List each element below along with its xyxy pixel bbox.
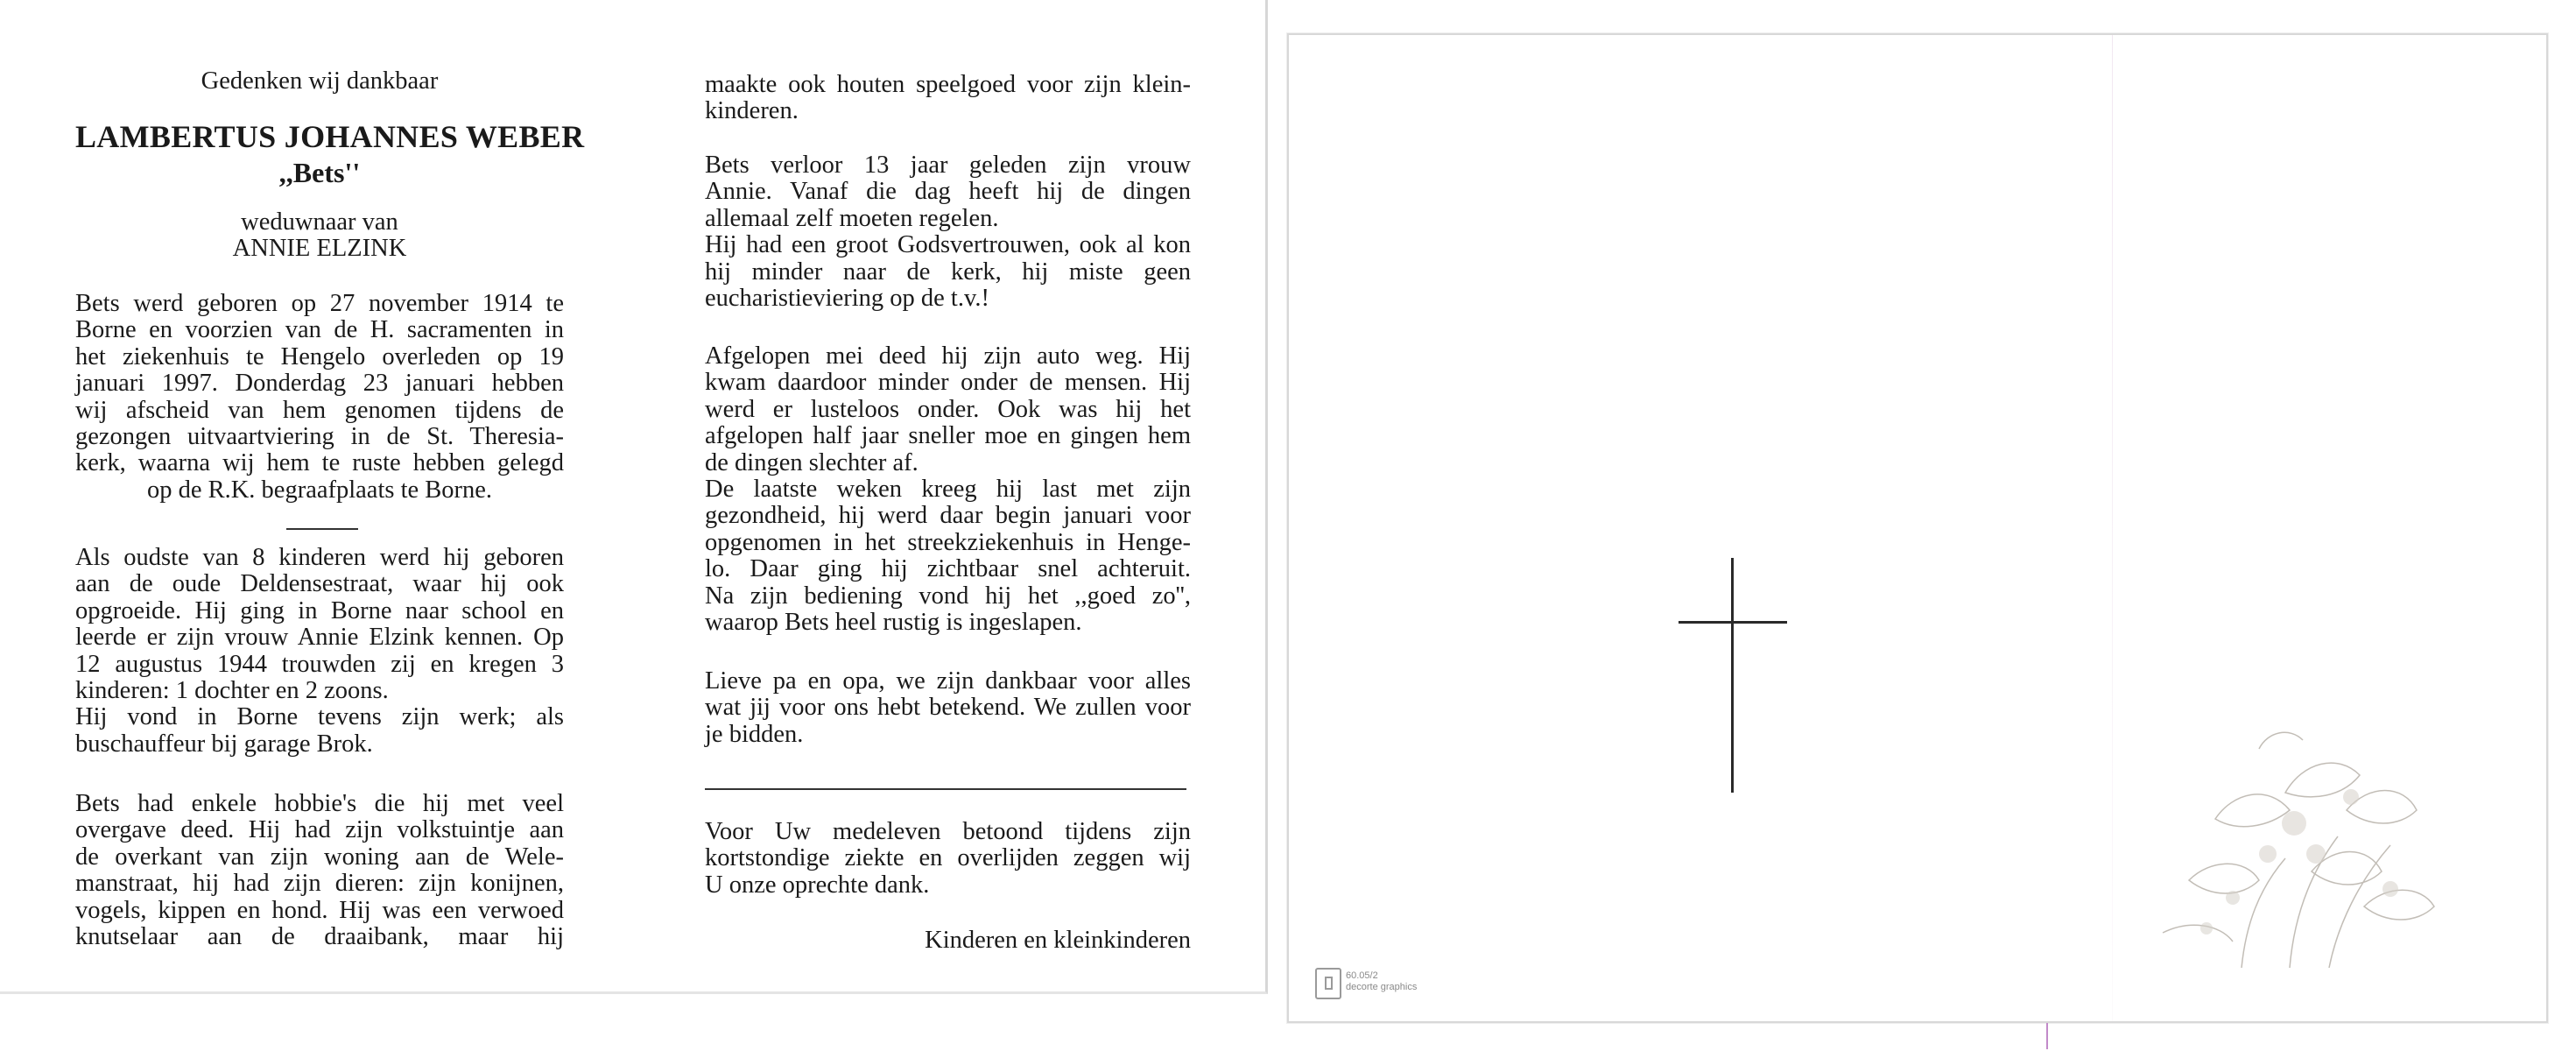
publisher-logo-icon xyxy=(1315,968,1341,999)
text-line: overgave deed. Hij had zijn volkstuintje aan xyxy=(75,816,564,844)
text-line: afgelopen half jaar sneller moe en gingen hem xyxy=(705,422,1191,450)
text-line: Hij vond in Borne tevens zijn werk; als xyxy=(75,703,564,731)
text-line: Bets verloor 13 jaar geleden zijn vrouw xyxy=(705,152,1191,179)
publisher-imprint xyxy=(1346,970,1417,993)
text-line: kerk, waarna wij hem te ruste hebben gelegd xyxy=(75,449,564,477)
deceased-name: LAMBERTUS JOHANNES WEBER xyxy=(75,119,585,154)
text-line: waarop Bets heel rustig is ingeslapen. xyxy=(705,609,1082,637)
floral-decoration-icon xyxy=(2136,714,2443,972)
memorial-card-inside xyxy=(0,0,1268,994)
publisher-name: decorte graphics xyxy=(1346,982,1418,992)
text-line: opgroeide. Hij ging in Borne naar school en xyxy=(75,596,564,624)
text-line: werd er lusteloos onder. Ook was hij het xyxy=(705,395,1191,423)
text-line: de dingen slechter af. xyxy=(705,448,918,476)
text-line: kinderen: 1 dochter en 2 zoons. xyxy=(75,677,389,705)
text-line: Lieve pa en opa, we zijn dankbaar voor alles xyxy=(705,667,1191,695)
text-line: gezondheid, hij werd daar begin januari voor xyxy=(705,502,1191,530)
paragraph-life xyxy=(75,545,564,758)
text-line: manstraat, hij had zijn dieren: zijn konijnen, xyxy=(75,870,564,898)
text-line: wat jij voor ons hebt betekend. We zullen voor xyxy=(705,694,1191,722)
text-line: Bets had enkele hobbie's die hij met veel xyxy=(75,790,564,817)
text-line: maakte ook houten speelgoed voor zijn klein- xyxy=(705,71,1191,98)
cross-vertical-bar xyxy=(1731,558,1734,793)
cross-horizontal-bar xyxy=(1679,621,1787,624)
text-line: Voor Uw medeleven betoond tijdens zijn xyxy=(705,818,1191,845)
divider xyxy=(705,788,1186,790)
text-line: januari 1997. Donderdag 23 januari hebben xyxy=(75,370,564,398)
text-line: De laatste weken kreeg hij last met zijn xyxy=(705,476,1191,504)
text-line: de overkant van zijn woning aan de Wele- xyxy=(75,843,564,871)
text-line: vogels, kippen en hond. Hij was een verwoed xyxy=(75,896,564,924)
text-line: lo. Daar ging hij zichtbaar snel achteruit. xyxy=(705,555,1191,583)
text-line: leerde er zijn vrouw Annie Elzink kennen. Op xyxy=(75,624,564,652)
text-line: je bidden. xyxy=(705,720,804,748)
text-line: het ziekenhuis te Hengelo overleden op 19 xyxy=(75,342,564,370)
text-line: knutselaar aan de draaibank, maar hij xyxy=(75,923,564,951)
text-line: opgenomen in het streekziekenhuis in Henge- xyxy=(705,528,1191,556)
text-line: Na zijn bediening vond hij het ,,goed zo'', xyxy=(705,582,1191,610)
text-line: eucharistieviering op de t.v.! xyxy=(705,285,989,313)
text-line: Annie. Vanaf die dag heeft hij de dingen xyxy=(705,178,1191,206)
paragraph-birth-death xyxy=(75,291,564,504)
paragraph-faith xyxy=(705,152,1191,312)
signature: Kinderen en kleinkinderen xyxy=(925,927,1191,954)
text-line: aan de oude Deldensestraat, waar hij ook xyxy=(75,570,564,598)
intro-text: Gedenken wij dankbaar xyxy=(201,67,439,95)
paragraph-farewell xyxy=(705,668,1191,748)
thanks-note xyxy=(705,819,1191,899)
text-line: Afgelopen mei deed hij zijn auto weg. Hij xyxy=(705,342,1191,370)
text-line: buschauffeur bij garage Brok. xyxy=(75,730,373,758)
text-line: wij afscheid van hem genomen tijdens de xyxy=(75,396,564,424)
text-line: allemaal zelf moeten regelen. xyxy=(705,204,999,232)
widow-of-label: weduwnaar van xyxy=(241,208,398,236)
text-line: 12 augustus 1944 trouwden zij en kregen 3 xyxy=(75,650,564,678)
text-line: U onze oprechte dank. xyxy=(705,871,930,899)
text-line: kortstondige ziekte en overlijden zeggen wij xyxy=(705,844,1191,872)
text-line: Bets werd geboren op 27 november 1914 te xyxy=(75,290,564,317)
text-line: kwam daardoor minder onder de mensen. Hij xyxy=(705,369,1191,397)
text-line: Als oudste van 8 kinderen werd hij geboren xyxy=(75,544,564,571)
text-line: Borne en voorzien van de H. sacramenten in xyxy=(75,316,564,344)
fold-line xyxy=(2112,35,2113,1021)
publisher-code: 60.05/2 xyxy=(1346,970,1378,981)
paragraph-decline xyxy=(705,343,1191,636)
spouse-name: ANNIE ELZINK xyxy=(232,235,407,262)
paragraph-hobbies xyxy=(75,791,564,950)
text-line: kinderen. xyxy=(705,97,799,125)
text-line: hij minder naar de kerk, hij miste geen xyxy=(705,257,1191,286)
scan-mark xyxy=(2046,1023,2048,1049)
text-line: gezongen uitvaartviering in de St. Theresia- xyxy=(75,423,564,451)
text-line: Hij had een groot Godsvertrouwen, ook al kon xyxy=(705,231,1191,259)
divider xyxy=(286,528,358,530)
deceased-nickname: ,,Bets'' xyxy=(278,157,361,188)
text-line: op de R.K. begraafplaats te Borne. xyxy=(146,476,493,504)
paragraph-toys xyxy=(705,72,1191,125)
publisher-logo-mark xyxy=(1325,977,1333,990)
cross-icon xyxy=(1679,558,1787,793)
